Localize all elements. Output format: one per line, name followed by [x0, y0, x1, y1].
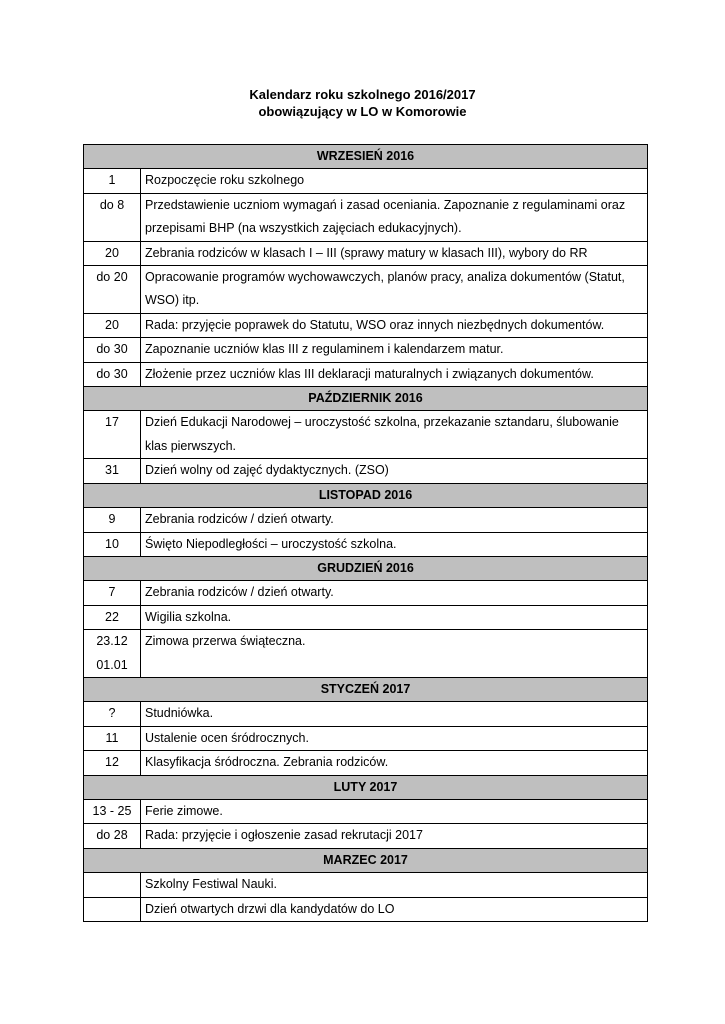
event-date: 11 — [84, 726, 141, 750]
event-date: 23.12 01.01 — [84, 630, 141, 678]
event-date: do 8 — [84, 193, 141, 241]
event-date — [84, 873, 141, 897]
event-row — [84, 873, 648, 897]
event-date: do 20 — [84, 266, 141, 314]
event-description: Rozpoczęcie roku szkolnego — [141, 169, 648, 193]
month-header: WRZESIEŃ 2016 — [84, 145, 648, 169]
event-row — [84, 581, 648, 605]
event-date: 20 — [84, 313, 141, 337]
event-row — [84, 726, 648, 750]
event-row — [84, 169, 648, 193]
event-description: Rada: przyjęcie i ogłoszenie zasad rekrutacji 2017 — [141, 824, 648, 848]
month-header-row — [84, 556, 648, 580]
event-description: Szkolny Festiwal Nauki. — [141, 873, 648, 897]
event-row — [84, 702, 648, 726]
month-header-row — [84, 775, 648, 799]
event-date: 9 — [84, 508, 141, 532]
event-date: do 30 — [84, 338, 141, 362]
month-header: LISTOPAD 2016 — [84, 483, 648, 507]
event-description: Przedstawienie uczniom wymagań i zasad oceniania. Zapoznanie z regulaminami oraz przepisami BHP (na wszystkich zajęciach edukacyjnych). — [141, 193, 648, 241]
event-row — [84, 799, 648, 823]
event-description: Zebrania rodziców / dzień otwarty. — [141, 581, 648, 605]
event-row — [84, 241, 648, 265]
event-row — [84, 193, 648, 241]
event-date: 1 — [84, 169, 141, 193]
event-description: Zimowa przerwa świąteczna. — [141, 630, 648, 678]
event-description: Złożenie przez uczniów klas III deklaracji maturalnych i związanych dokumentów. — [141, 362, 648, 386]
month-header: GRUDZIEŃ 2016 — [84, 556, 648, 580]
event-description: Zapoznanie uczniów klas III z regulaminem i kalendarzem matur. — [141, 338, 648, 362]
event-description: Wigilia szkolna. — [141, 605, 648, 629]
event-row — [84, 411, 648, 459]
event-row — [84, 266, 648, 314]
month-header-row — [84, 848, 648, 872]
event-date: 13 - 25 — [84, 799, 141, 823]
event-date: 10 — [84, 532, 141, 556]
month-header-row — [84, 483, 648, 507]
event-date: 7 — [84, 581, 141, 605]
event-row — [84, 605, 648, 629]
month-header: STYCZEŃ 2017 — [84, 677, 648, 701]
event-description: Święto Niepodległości – uroczystość szkolna. — [141, 532, 648, 556]
document-title — [0, 86, 725, 120]
event-date — [84, 897, 141, 921]
event-row — [84, 313, 648, 337]
event-row — [84, 338, 648, 362]
event-description: Dzień Edukacji Narodowej – uroczystość szkolna, przekazanie sztandaru, ślubowanie klas pierwszych. — [141, 411, 648, 459]
event-description: Ustalenie ocen śródrocznych. — [141, 726, 648, 750]
event-date: 31 — [84, 459, 141, 483]
event-date: 22 — [84, 605, 141, 629]
event-date: 17 — [84, 411, 141, 459]
event-description: Rada: przyjęcie poprawek do Statutu, WSO oraz innych niezbędnych dokumentów. — [141, 313, 648, 337]
month-header-row — [84, 677, 648, 701]
event-row — [84, 897, 648, 921]
month-header: MARZEC 2017 — [84, 848, 648, 872]
event-date: do 30 — [84, 362, 141, 386]
event-description: Zebrania rodziców w klasach I – III (sprawy matury w klasach III), wybory do RR — [141, 241, 648, 265]
event-description: Studniówka. — [141, 702, 648, 726]
event-date: 20 — [84, 241, 141, 265]
event-description: Dzień otwartych drzwi dla kandydatów do LO — [141, 897, 648, 921]
event-date: 12 — [84, 751, 141, 775]
event-description: Zebrania rodziców / dzień otwarty. — [141, 508, 648, 532]
event-date: ? — [84, 702, 141, 726]
event-row — [84, 532, 648, 556]
month-header: PAŹDZIERNIK 2016 — [84, 387, 648, 411]
month-header-row — [84, 145, 648, 169]
event-description: Dzień wolny od zajęć dydaktycznych. (ZSO) — [141, 459, 648, 483]
event-row — [84, 459, 648, 483]
title-line-1: Kalendarz roku szkolnego 2016/2017 — [249, 87, 476, 102]
title-line-2: obowiązujący w LO w Komorowie — [258, 104, 467, 119]
event-row — [84, 824, 648, 848]
event-row — [84, 508, 648, 532]
event-description: Klasyfikacja śródroczna. Zebrania rodziców. — [141, 751, 648, 775]
event-row — [84, 362, 648, 386]
school-calendar-table — [83, 144, 648, 922]
month-header: LUTY 2017 — [84, 775, 648, 799]
calendar-body — [84, 145, 648, 922]
month-header-row — [84, 387, 648, 411]
event-row — [84, 751, 648, 775]
event-description: Opracowanie programów wychowawczych, planów pracy, analiza dokumentów (Statut, WSO) itp. — [141, 266, 648, 314]
event-description: Ferie zimowe. — [141, 799, 648, 823]
event-date: do 28 — [84, 824, 141, 848]
event-row — [84, 630, 648, 678]
